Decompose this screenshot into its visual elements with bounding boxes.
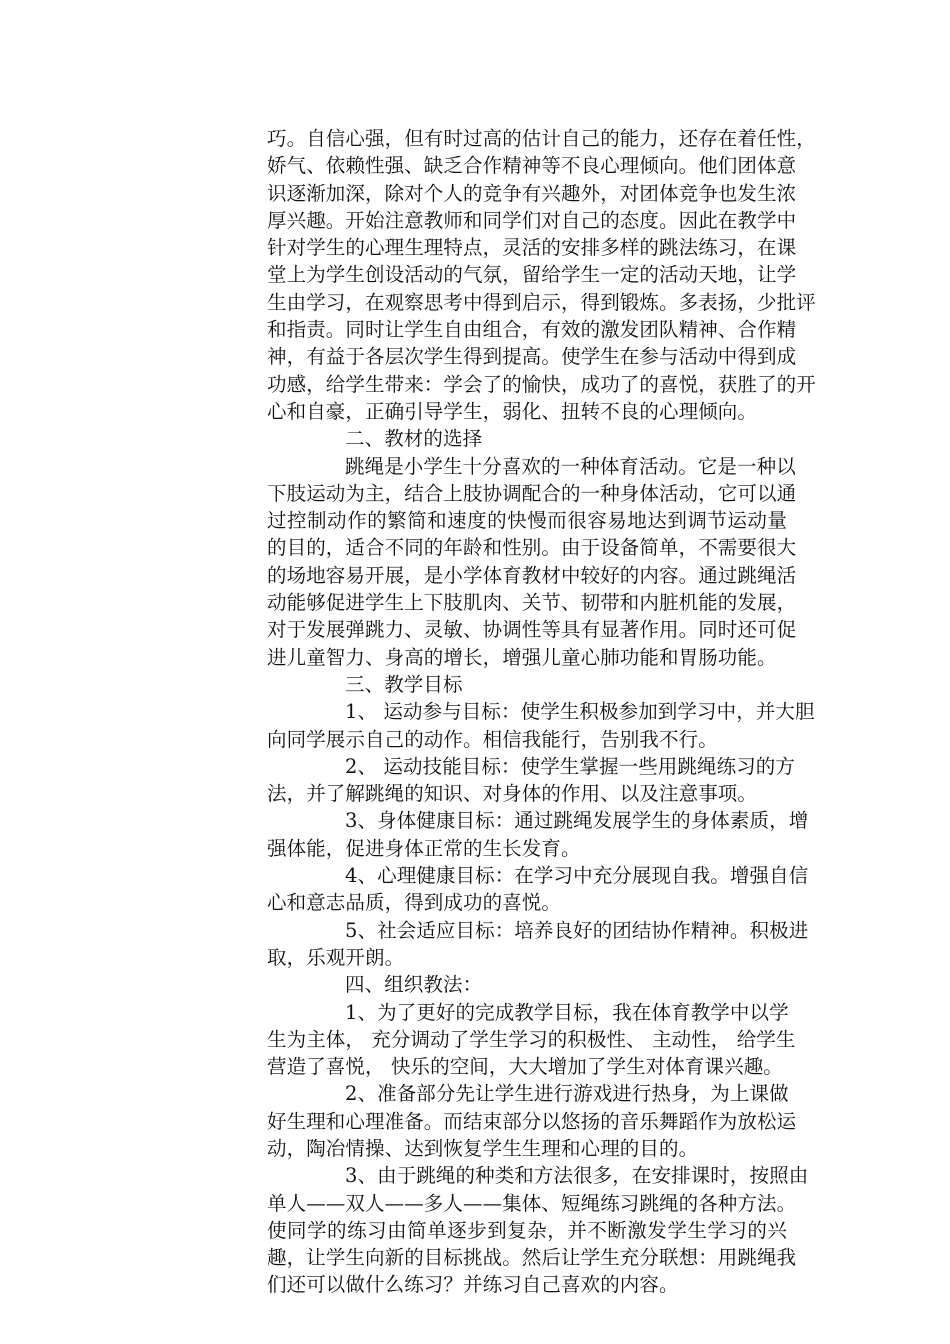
text-line: 们还可以做什么练习？并练习自己喜欢的内容。 (267, 1273, 679, 1297)
text-line: 强体能，促进身体正常的生长发育。 (267, 836, 581, 860)
text-line: 3、身体健康目标：通过跳绳发展学生的身体素质，增 (345, 809, 809, 833)
text-line: 过控制动作的繁简和速度的快慢而很容易地达到调节运动量 (267, 509, 787, 533)
text-line: 趣，让学生向新的目标挑战。然后让学生充分联想：用跳绳我 (267, 1246, 797, 1270)
text-line: 心和意志品质，得到成功的喜悦。 (267, 891, 562, 915)
goal-item-participation (267, 698, 815, 753)
paragraph-material-choice (267, 453, 797, 671)
text-line: 营造了喜悦， 快乐的空间，大大增加了学生对体育课兴趣。 (267, 1055, 783, 1079)
method-item-1 (267, 999, 796, 1081)
text-line: 娇气、依赖性强、缺乏合作精神等不良心理倾向。他们团体意 (267, 154, 797, 178)
text-line: 1、为了更好的完成教学目标，我在体育教学中以学 (345, 1000, 789, 1024)
method-item-2 (267, 1080, 797, 1162)
text-line: 和指责。同时让学生自由组合，有效的激发团队精神、合作精 (267, 318, 797, 342)
text-line: 动，陶冶情操、达到恢复学生生理和心理的目的。 (267, 1136, 699, 1160)
text-line: 1、 运动参与目标：使学生积极参加到学习中，并大胆 (345, 700, 815, 724)
goal-item-mental-health (267, 862, 809, 917)
text-line: 使同学的练习由简单逐步到复杂，并不断激发学生学习的兴 (267, 1218, 787, 1242)
text-line: 对于发展弹跳力、灵敏、协调性等具有显著作用。同时还可促 (267, 618, 797, 642)
text-line: 下肢运动为主，结合上肢协调配合的一种身体活动，它可以通 (267, 481, 797, 505)
text-line: 功感，给学生带来：学会了的愉快，成功了的喜悦，获胜了的开 (267, 372, 816, 396)
text-line: 生为主体， 充分调动了学生学习的积极性、 主动性， 给学生 (267, 1027, 796, 1051)
text-line: 识逐渐加深，除对个人的竞争有兴趣外，对团体竞争也发生浓 (267, 181, 797, 205)
paragraph-student-psychology (267, 125, 816, 425)
text-line: 2、 运动技能目标：使学生掌握一些用跳绳练习的方 (345, 754, 796, 778)
section-heading-material: 二、教材的选择 (345, 427, 483, 451)
text-line: 跳绳是小学生十分喜欢的一种体育活动。它是一种以 (345, 454, 796, 478)
text-line: 针对学生的心理生理特点，灵活的安排多样的跳法练习，在课 (267, 236, 797, 260)
goal-item-skills (267, 753, 796, 808)
text-line: 4、心理健康目标：在学习中充分展现自我。增强自信 (345, 864, 809, 888)
text-line: 单人——双人——多人——集体、短绳练习跳绳的各种方法。 (267, 1191, 797, 1215)
section-heading-methods: 四、组织教法： (345, 973, 483, 997)
text-line: 法，并了解跳绳的知识、对身体的作用、以及注意事项。 (267, 782, 758, 806)
text-line: 向同学展示自己的动作。相信我能行，告别我不行。 (267, 727, 718, 751)
text-line: 的场地容易开展，是小学体育教材中较好的内容。通过跳绳活 (267, 563, 797, 587)
text-line: 进儿童智力、身高的增长，增强儿童心肺功能和胃肠功能。 (267, 645, 777, 669)
text-line: 巧。自信心强，但有时过高的估计自己的能力，还存在着任性， (267, 127, 816, 150)
text-line: 生由学习，在观察思考中得到启示，得到锻炼。多表扬，少批评 (267, 290, 816, 314)
method-item-3 (267, 1162, 809, 1298)
text-line: 2、准备部分先让学生进行游戏进行热身，为上课做 (345, 1082, 789, 1106)
text-line: 心和自豪，正确引导学生，弱化、扭转不良的心理倾向。 (267, 399, 758, 423)
text-line: 动能够促进学生上下肢肌肉、关节、韧带和内脏机能的发展， (267, 591, 797, 615)
goal-item-social (267, 917, 809, 972)
text-line: 的目的，适合不同的年龄和性别。由于设备简单，不需要很大 (267, 536, 797, 560)
section-heading-goals: 三、教学目标 (345, 672, 463, 696)
text-line: 5、社会适应目标：培养良好的团结协作精神。积极进 (345, 918, 809, 942)
text-line: 3、由于跳绳的种类和方法很多，在安排课时，按照由 (345, 1164, 809, 1188)
document-body (267, 125, 816, 1299)
text-line: 取，乐观开朗。 (267, 945, 405, 969)
text-line: 堂上为学生创设活动的气氛，留给学生一定的活动天地，让学 (267, 263, 797, 287)
text-line: 好生理和心理准备。而结束部分以悠扬的音乐舞蹈作为放松运 (267, 1109, 797, 1133)
text-line: 厚兴趣。开始注意教师和同学们对自己的态度。因此在教学中 (267, 208, 797, 232)
goal-item-physical-health (267, 807, 809, 862)
text-line: 神，有益于各层次学生得到提高。使学生在参与活动中得到成 (267, 345, 797, 369)
